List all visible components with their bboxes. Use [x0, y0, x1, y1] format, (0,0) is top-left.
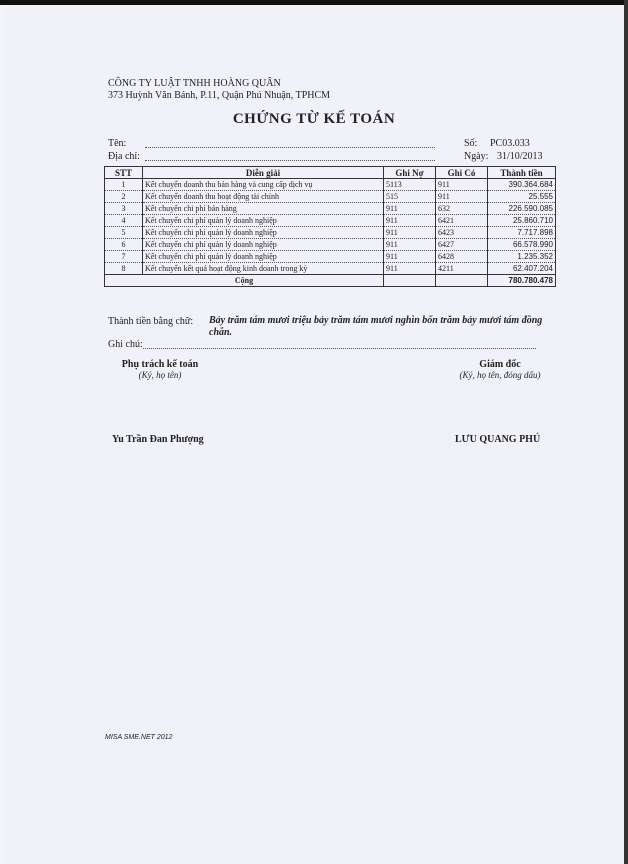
row-credit: 911 — [436, 191, 488, 203]
row-stt: 2 — [105, 191, 143, 203]
total-value: 780.780.478 — [488, 275, 556, 287]
row-stt: 1 — [105, 179, 143, 191]
signature-hint: (Ký, họ tên, đóng dấu) — [459, 370, 541, 380]
name-label: Tên: — [108, 138, 127, 149]
row-amount: 7.717.898 — [488, 227, 556, 239]
row-stt: 6 — [105, 239, 143, 251]
table-row — [105, 191, 556, 203]
table-row — [105, 179, 556, 191]
row-debit: 911 — [384, 239, 436, 251]
row-amount: 25.860.710 — [488, 215, 556, 227]
total-empty — [384, 275, 436, 287]
signature-accountant — [110, 359, 210, 380]
row-description: Kết chuyển kết quả hoạt động kinh doanh trong kỳ — [143, 263, 384, 275]
row-stt: 8 — [105, 263, 143, 275]
row-amount: 390.364.684 — [488, 179, 556, 191]
address-label: Địa chỉ: — [108, 151, 140, 162]
row-credit: 6423 — [436, 227, 488, 239]
row-credit: 6428 — [436, 251, 488, 263]
table-row — [105, 263, 556, 275]
number-value: PC03.033 — [490, 138, 530, 149]
scan-border-top — [0, 0, 628, 5]
total-label: Cộng — [105, 275, 384, 287]
row-description: Kết chuyển chi phí quản lý doanh nghiệp — [143, 215, 384, 227]
number-label: Số: — [464, 138, 478, 149]
table-row — [105, 251, 556, 263]
row-description: Kết chuyển chi phí bán hàng — [143, 203, 384, 215]
table-row — [105, 239, 556, 251]
row-debit: 5113 — [384, 179, 436, 191]
row-amount: 1.235.352 — [488, 251, 556, 263]
date-value: 31/10/2013 — [497, 151, 543, 162]
company-header — [108, 78, 330, 102]
signature-role: Phụ trách kế toán — [121, 359, 199, 370]
amount-words-label: Thành tiền bằng chữ: — [108, 316, 194, 327]
row-description: Kết chuyển chi phí quản lý doanh nghiệp — [143, 227, 384, 239]
column-header: STT — [105, 167, 143, 179]
address-line — [145, 160, 435, 161]
note-line — [143, 348, 536, 349]
signature-hint: (Ký, họ tên) — [138, 370, 182, 380]
row-credit: 4211 — [436, 263, 488, 275]
accountant-name: Yu Trần Đan Phượng — [112, 434, 204, 445]
row-debit: 515 — [384, 191, 436, 203]
company-address: 373 Huỳnh Văn Bánh, P.11, Quận Phú Nhuận, TPHCM — [108, 90, 331, 101]
column-header: Ghi Có — [436, 167, 488, 179]
signature-director — [445, 359, 555, 380]
row-credit: 6427 — [436, 239, 488, 251]
note-label: Ghi chú: — [108, 339, 143, 350]
director-name: LƯU QUANG PHÚ — [455, 434, 541, 445]
row-amount: 66.578.990 — [488, 239, 556, 251]
row-credit: 6421 — [436, 215, 488, 227]
row-credit: 911 — [436, 179, 488, 191]
row-stt: 3 — [105, 203, 143, 215]
software-footer: MISA SME.NET 2012 — [105, 734, 173, 741]
row-stt: 5 — [105, 227, 143, 239]
column-header: Diễn giải — [143, 167, 384, 179]
total-empty — [436, 275, 488, 287]
row-stt: 4 — [105, 215, 143, 227]
row-amount: 62.407.204 — [488, 263, 556, 275]
table-row — [105, 227, 556, 239]
row-stt: 7 — [105, 251, 143, 263]
column-header: Thành tiền — [488, 167, 556, 179]
row-debit: 911 — [384, 227, 436, 239]
row-description: Kết chuyển doanh thu bán hàng và cung cấp dịch vụ — [143, 179, 384, 191]
table-row — [105, 203, 556, 215]
name-line — [145, 147, 435, 148]
row-amount: 25.555 — [488, 191, 556, 203]
signature-role: Giám đốc — [479, 359, 521, 370]
row-amount: 226.590.085 — [488, 203, 556, 215]
row-description: Kết chuyển chi phí quản lý doanh nghiệp — [143, 251, 384, 263]
amount-words: Bảy trăm tám mươi triệu bảy trăm tám mươi nghìn bốn trăm bảy mươi tám đồng chẵn. — [209, 315, 543, 338]
company-name: CÔNG TY LUẬT TNHH HOÀNG QUÂN — [108, 78, 281, 89]
row-debit: 911 — [384, 263, 436, 275]
total-row — [105, 275, 556, 287]
entries-table — [104, 166, 556, 287]
row-description: Kết chuyển doanh thu hoạt động tài chính — [143, 191, 384, 203]
scan-border-right — [624, 0, 628, 864]
column-header: Ghi Nợ — [384, 167, 436, 179]
row-description: Kết chuyển chi phí quản lý doanh nghiệp — [143, 239, 384, 251]
row-debit: 911 — [384, 203, 436, 215]
row-debit: 911 — [384, 251, 436, 263]
row-debit: 911 — [384, 215, 436, 227]
date-label: Ngày: — [464, 151, 489, 162]
table-row — [105, 215, 556, 227]
row-credit: 632 — [436, 203, 488, 215]
document-title: CHỨNG TỪ KẾ TOÁN — [232, 111, 396, 127]
